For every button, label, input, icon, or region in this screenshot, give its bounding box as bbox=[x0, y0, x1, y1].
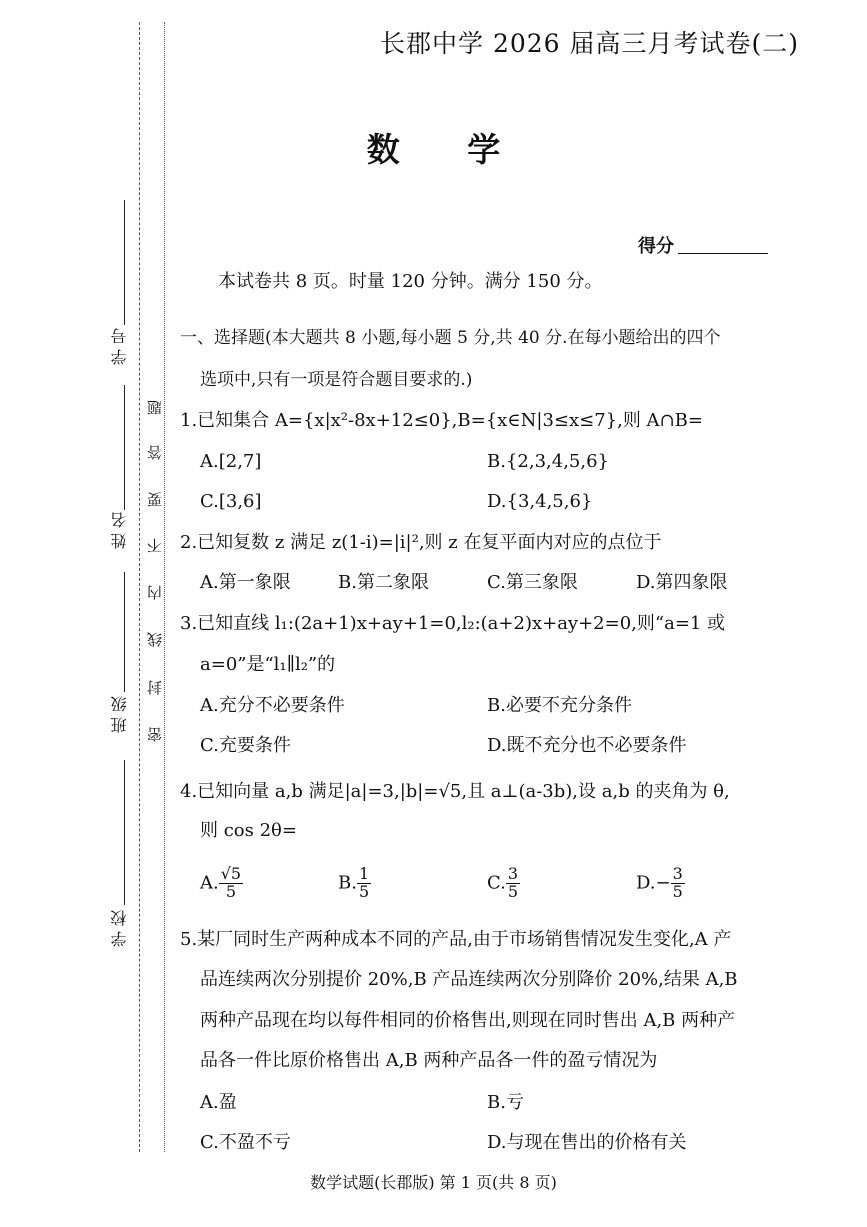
section-heading-cont: 选项中,只有一项是符合题目要求的.) bbox=[200, 370, 473, 390]
question-5-stem-cont: 品连续两次分别提价 20%,B 产品连续两次分别降价 20%,结果 A,B bbox=[200, 969, 738, 990]
q5-option-a[interactable]: A.盈 bbox=[200, 1092, 237, 1113]
score-label: 得分 bbox=[638, 236, 674, 257]
numerator: √5 bbox=[220, 864, 242, 883]
numerator: 3 bbox=[507, 864, 519, 883]
question-4-stem: 4.已知向量 a,b 满足|a|=3,|b|=√5,且 a⊥(a-3b),设 a,b 的夹角为 θ, bbox=[180, 781, 730, 802]
option-label: C. bbox=[487, 872, 506, 894]
q2-option-b[interactable]: B.第二象限 bbox=[338, 572, 429, 593]
q3-option-b[interactable]: B.必要不充分条件 bbox=[487, 695, 632, 716]
seal-char: 答 bbox=[146, 445, 164, 460]
exam-notice: 本试卷共 8 页。时量 120 分钟。满分 150 分。 bbox=[218, 271, 603, 292]
denominator: 5 bbox=[507, 881, 519, 901]
q5-option-c[interactable]: C.不盈不亏 bbox=[200, 1132, 291, 1153]
fraction bbox=[357, 866, 371, 901]
q4-option-c[interactable] bbox=[487, 866, 520, 901]
fraction bbox=[219, 866, 243, 901]
q5-option-d[interactable]: D.与现在售出的价格有关 bbox=[487, 1132, 687, 1153]
q3-option-a[interactable]: A.充分不必要条件 bbox=[200, 695, 345, 716]
question-5-stem-cont: 两种产品现在均以每件相同的价格售出,则现在同时售出 A,B 两种产 bbox=[200, 1010, 736, 1031]
question-3-stem-cont: a=0”是“l₁∥l₂”的 bbox=[200, 654, 336, 675]
q1-option-d[interactable]: D.{3,4,5,6} bbox=[487, 491, 593, 512]
denominator: 5 bbox=[358, 881, 370, 901]
score-blank[interactable] bbox=[678, 253, 768, 254]
denominator: 5 bbox=[672, 881, 683, 901]
seal-char: 线 bbox=[146, 632, 164, 647]
seal-char: 密 bbox=[146, 727, 164, 742]
q4-option-b[interactable] bbox=[338, 866, 371, 901]
q4-option-d[interactable] bbox=[636, 866, 685, 901]
seal-char: 不 bbox=[146, 538, 164, 553]
subject-title: 数 学 bbox=[366, 130, 529, 169]
q3-option-d[interactable]: D.既不充分也不必要条件 bbox=[487, 735, 687, 756]
exam-title: 长郡中学 2026 届高三月考试卷(二) bbox=[380, 29, 800, 58]
name-blank[interactable] bbox=[124, 385, 125, 510]
school-label: 学 校 bbox=[110, 910, 129, 948]
question-4-stem-cont: 则 cos 2θ= bbox=[200, 820, 297, 841]
binding-line bbox=[139, 22, 140, 1152]
q1-option-c[interactable]: C.[3,6] bbox=[200, 491, 262, 512]
q5-option-b[interactable]: B.亏 bbox=[487, 1092, 524, 1113]
numerator: 1 bbox=[358, 864, 370, 883]
fraction bbox=[506, 866, 520, 901]
q1-option-b[interactable]: B.{2,3,4,5,6} bbox=[487, 451, 610, 472]
student-id-blank[interactable] bbox=[124, 200, 125, 325]
question-2-stem: 2.已知复数 z 满足 z(1-i)=|i|²,则 z 在复平面内对应的点位于 bbox=[180, 532, 662, 553]
question-3-stem: 3.已知直线 l₁:(2a+1)x+ay+1=0,l₂:(a+2)x+ay+2=0,则“a=1 或 bbox=[180, 613, 726, 634]
score-box bbox=[638, 232, 768, 258]
q2-option-c[interactable]: C.第三象限 bbox=[487, 572, 578, 593]
q4-option-a[interactable] bbox=[200, 866, 243, 901]
q2-option-d[interactable]: D.第四象限 bbox=[636, 572, 728, 593]
option-label: A. bbox=[200, 872, 219, 894]
option-label: B. bbox=[338, 872, 357, 894]
class-blank[interactable] bbox=[124, 572, 125, 692]
seal-char: 封 bbox=[146, 680, 164, 695]
seal-char: 题 bbox=[146, 400, 164, 415]
question-5-stem-cont: 品各一件比原价格售出 A,B 两种产品各一件的盈亏情况为 bbox=[200, 1050, 658, 1071]
q1-option-a[interactable]: A.[2,7] bbox=[200, 451, 262, 472]
section-heading: 一、选择题(本大题共 8 小题,每小题 5 分,共 40 分.在每小题给出的四个 bbox=[180, 328, 721, 348]
question-1-stem: 1.已知集合 A={x|x²-8x+12≤0},B={x∈N|3≤x≤7},则 A∩B= bbox=[180, 410, 703, 431]
denominator: 5 bbox=[225, 881, 237, 901]
question-5-stem: 5.某厂同时生产两种成本不同的产品,由于市场销售情况发生变化,A 产 bbox=[180, 929, 732, 950]
q3-option-c[interactable]: C.充要条件 bbox=[200, 735, 291, 756]
seal-char: 内 bbox=[146, 585, 164, 600]
fraction bbox=[671, 866, 685, 901]
seal-char: 要 bbox=[146, 492, 164, 507]
q2-option-a[interactable]: A.第一象限 bbox=[200, 572, 291, 593]
option-label: D.− bbox=[636, 872, 671, 894]
name-label: 姓 名 bbox=[110, 512, 129, 550]
page-footer: 数学试题(长郡版) 第 1 页(共 8 页) bbox=[310, 1173, 557, 1192]
student-id-label: 学 号 bbox=[110, 328, 129, 366]
numerator: 3 bbox=[672, 864, 683, 883]
school-blank[interactable] bbox=[124, 760, 125, 905]
class-label: 班 级 bbox=[110, 696, 129, 734]
